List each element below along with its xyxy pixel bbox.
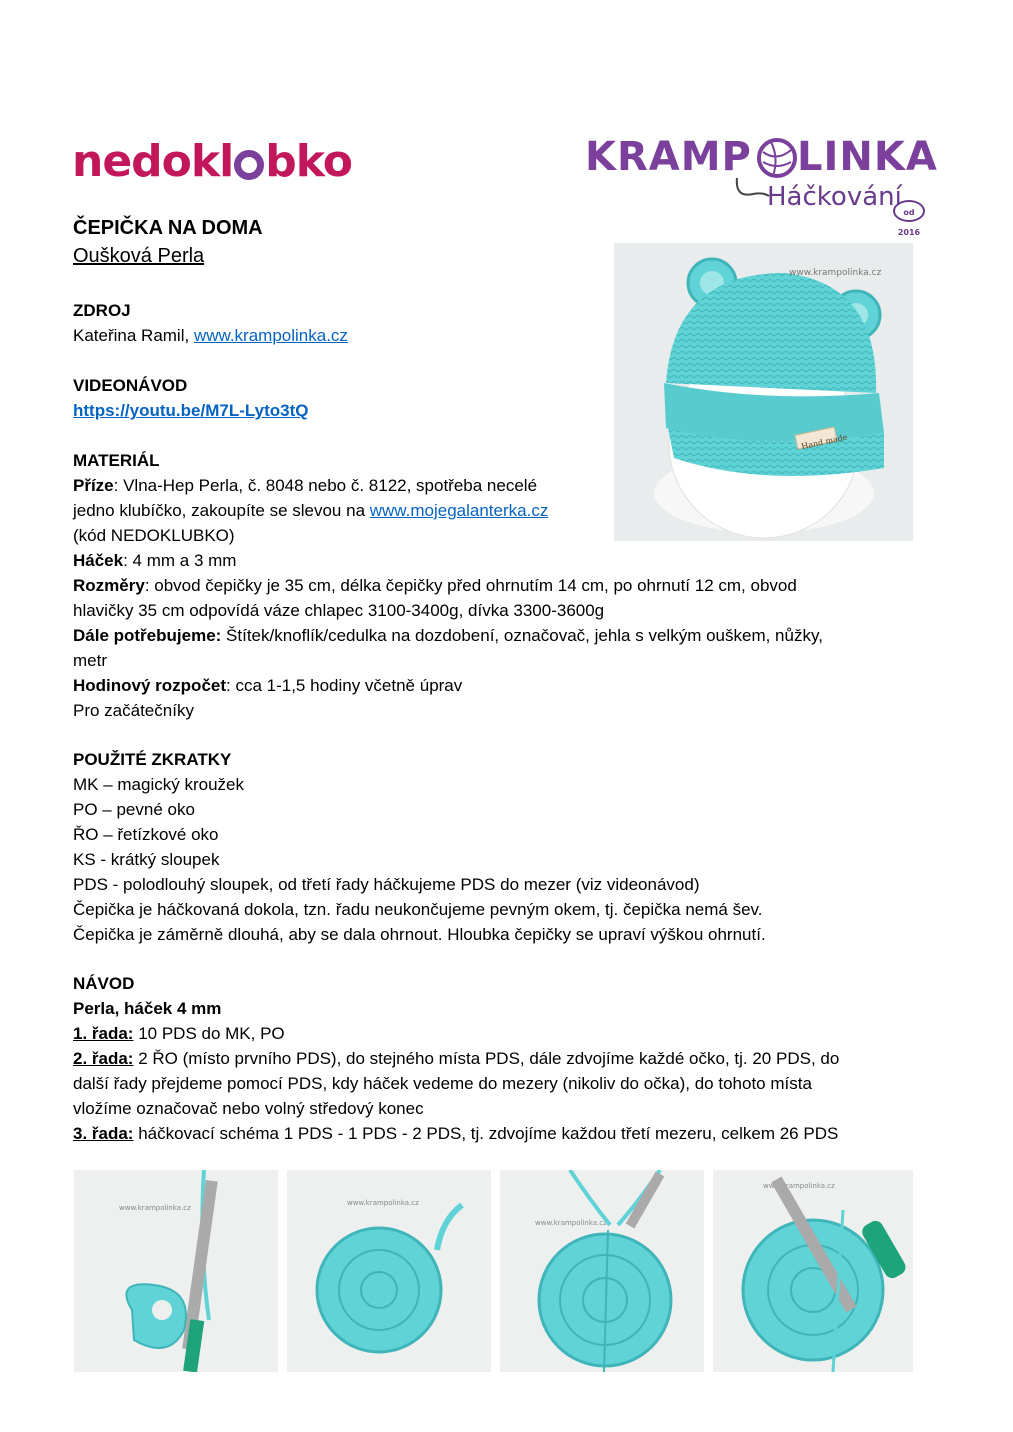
step-photo-1 [74, 1170, 278, 1372]
page-subtitle: Oušková Perla [73, 245, 205, 267]
zkratka-line: PO – pevné oko [73, 800, 195, 819]
row-1-text: 10 PDS do MK, PO [133, 1024, 285, 1043]
zkratky-heading: POUŽITÉ ZKRATKY [73, 750, 232, 769]
hand-made-tag: Hand made [800, 432, 849, 452]
hacek-label: Háček [73, 551, 124, 570]
zkratka-line: Čepička je záměrně dlouhá, aby se dala ohrnout. Hloubka čepičky se upraví výškou ohrnutí. [73, 925, 766, 944]
dale-text: Štítek/knoflík/cedulka na dozdobení, označovač, jehla s velkým ouškem, nůžky, [221, 626, 823, 645]
row-1-label: 1. řada: [73, 1024, 134, 1043]
step-photo-4 [713, 1170, 913, 1372]
zkratka-line: MK – magický kroužek [73, 775, 244, 794]
logo-left-part1: nedokl [72, 136, 234, 187]
row-1-line [73, 1021, 285, 1046]
rozmery-line-2: hlavičky 35 cm odpovídá váze chlapec 3100-3400g, dívka 3300-3600g [73, 601, 605, 620]
prize-label: Příze [73, 476, 114, 495]
zdroj-line [73, 323, 348, 348]
prize-code: (kód NEDOKLUBKO) [73, 526, 235, 545]
hodinovy-label: Hodinový rozpočet [73, 676, 227, 695]
step-2-illustration [287, 1170, 491, 1372]
zkratka-line: ŘO – řetízkové oko [73, 825, 219, 844]
logo-ring-icon [234, 150, 264, 180]
row-3-line [73, 1121, 838, 1146]
logo-right-part2: LINKA [797, 134, 938, 180]
video-heading: VIDEONÁVOD [73, 376, 188, 395]
dale-label: Dále potřebujeme: [73, 626, 222, 645]
pro-line: Pro začátečníky [73, 701, 194, 720]
rozmery-label: Rozměry [73, 576, 145, 595]
prize-line-2 [73, 498, 548, 523]
logo-subtitle: Háčkování [767, 182, 902, 212]
rozmery-text: : obvod čepičky je 35 cm, délka čepičky před ohrnutím 14 cm, po ohrnutí 12 cm, obvod [144, 576, 797, 595]
row-3-label: 3. řada: [73, 1124, 134, 1143]
since-text: od 2016 [897, 208, 921, 237]
row-2-label: 2. řada: [73, 1049, 134, 1068]
video-line [73, 398, 308, 423]
row-2-line-2: další řady přejdeme pomocí PDS, kdy háček vedeme do mezery (nikoliv do očka), do tohoto místa [73, 1074, 812, 1093]
hacek-text: : 4 mm a 3 mm [123, 551, 237, 570]
hacek-line [73, 548, 236, 573]
hodinovy-line [73, 673, 462, 698]
photo-watermark: www.krampolinka.cz [763, 1182, 835, 1190]
row-2-line [73, 1046, 839, 1071]
step-photo-2 [287, 1170, 491, 1372]
step-1-illustration [74, 1170, 278, 1372]
photo-watermark: www.krampolinka.cz [789, 268, 882, 278]
dale-line-2: metr [73, 651, 107, 670]
photo-watermark: www.krampolinka.cz [119, 1204, 191, 1212]
zkratka-line: Čepička je háčkovaná dokola, tzn. řadu neukončujeme pevným okem, tj. čepička nemá šev. [73, 900, 763, 919]
step-photo-3 [500, 1170, 704, 1372]
hat-illustration [614, 243, 913, 541]
photo-watermark: www.krampolinka.cz [347, 1199, 419, 1207]
krampolinka-logo [585, 134, 938, 237]
mojegalanterka-link[interactable]: www.mojegalanterka.cz [369, 501, 549, 520]
youtube-link[interactable]: https://youtu.be/M7L-Lyto3tQ [73, 401, 309, 420]
hat-photo [614, 243, 913, 541]
navod-subheading: Perla, háček 4 mm [73, 999, 222, 1018]
hodinovy-text: : cca 1-1,5 hodiny včetně úprav [226, 676, 463, 695]
logo-right-part1: KRAMP [585, 134, 752, 180]
zdroj-heading: ZDROJ [73, 301, 131, 320]
material-heading: MATERIÁL [73, 451, 160, 470]
photo-watermark: www.krampolinka.cz [535, 1219, 607, 1227]
step-4-illustration [713, 1170, 913, 1372]
row-2-text: 2 ŘO (místo prvního PDS), do stejného místa PDS, dále zdvojíme každé očko, tj. 20 PDS, do [133, 1049, 840, 1068]
logo-left-part2: bko [265, 136, 353, 187]
row-3-text: háčkovací schéma 1 PDS - 1 PDS - 2 PDS, tj. zdvojíme každou třetí mezeru, celkem 26 PDS [133, 1124, 839, 1143]
prize-text: : Vlna-Hep Perla, č. 8048 nebo č. 8122, spotřeba necelé [113, 476, 538, 495]
prize-line [73, 473, 537, 498]
rozmery-line [73, 573, 797, 598]
step-3-illustration [500, 1170, 704, 1372]
navod-heading: NÁVOD [73, 974, 135, 993]
zdroj-author: Kateřina Ramil, [73, 326, 194, 345]
dale-line [73, 623, 823, 648]
zkratka-line: KS - krátký sloupek [73, 850, 220, 869]
krampolinka-link[interactable]: www.krampolinka.cz [193, 326, 348, 345]
zkratka-line: PDS - polodlouhý sloupek, od třetí řady háčkujeme PDS do mezer (viz videonávod) [73, 875, 700, 894]
prize-text-2: jedno klubíčko, zakoupíte se slevou na [73, 501, 370, 520]
page-title: ČEPIČKA NA DOMA [73, 217, 263, 239]
row-2-line-3: vložíme označovač nebo volný středový konec [73, 1099, 424, 1118]
since-badge [893, 200, 925, 237]
nedoklubko-logo [72, 136, 352, 187]
